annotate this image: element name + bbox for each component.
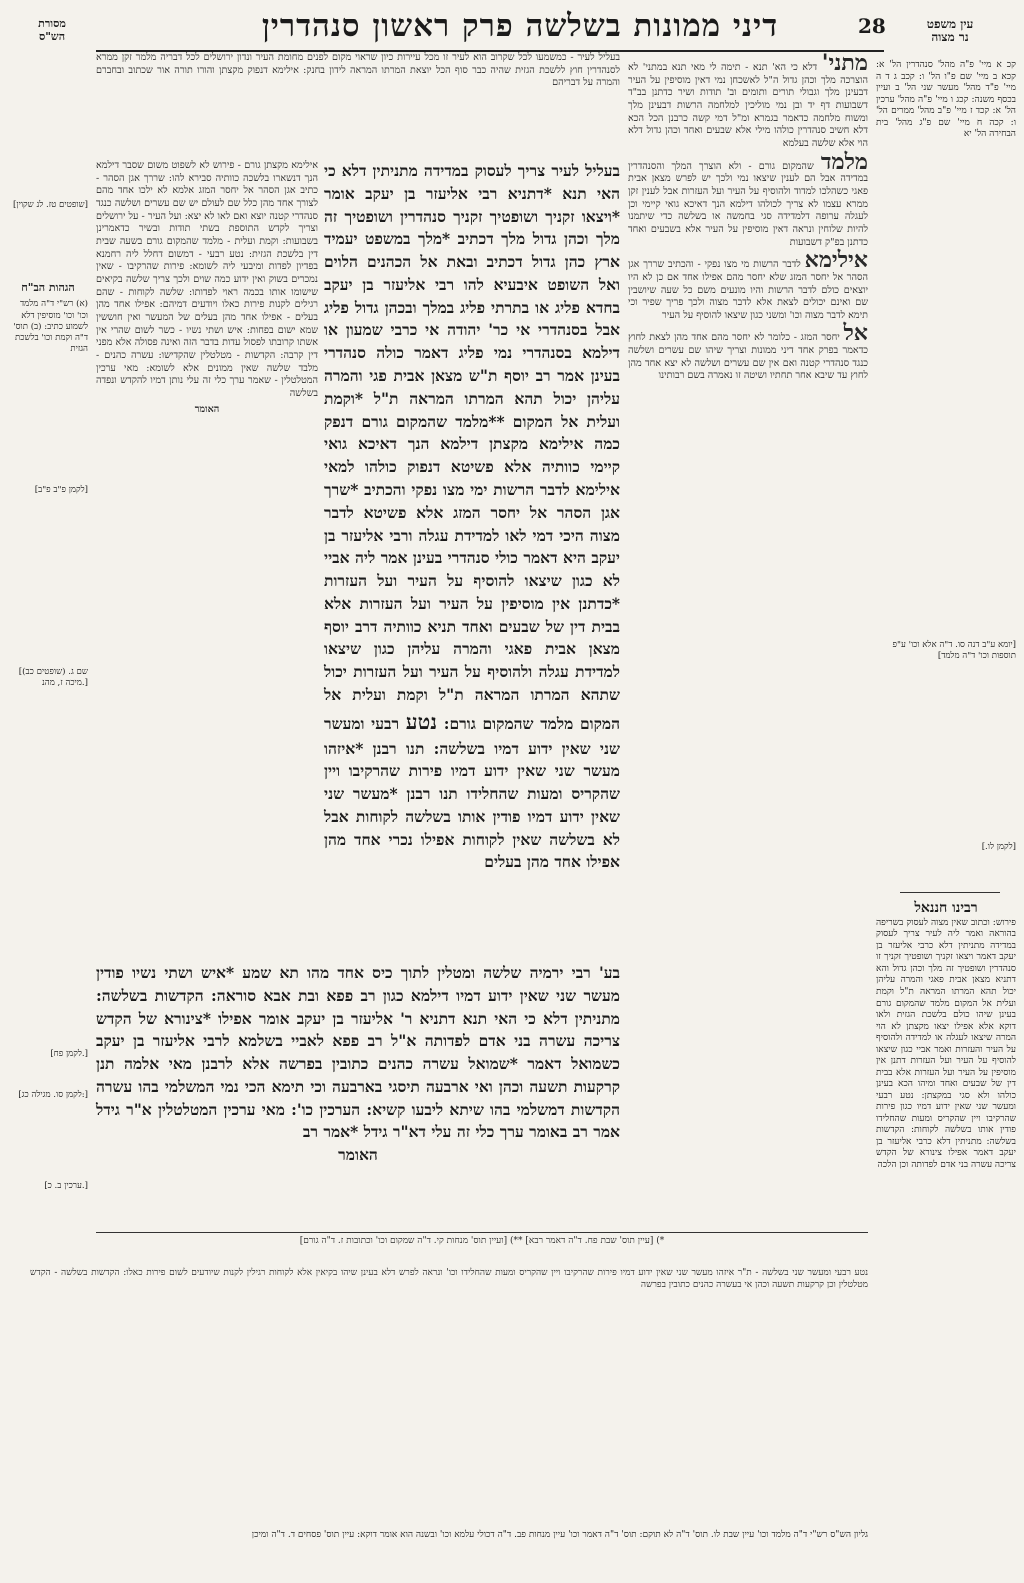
tosafot-closing: האומר [194, 404, 220, 416]
rashi-text-3: לדבר הרשות מי מצו נפקי - והכתיב שררך אגן הסהר אל יחסר המזג שלא יחסר מהם אפילו אחד אם כן לא היו יוצאים כולם לדבר הרשות והיו מונעים משם כל שעה שיושבין שם ואינם יכולים לצאת אלא לדבר מצוה ולכך פריך שפיר וכי תימא לדבר מצוה וכו' ומשני כגון שיצאו להוסיף על העיר [628, 259, 868, 321]
rashi-dh-mishna: מתני' [821, 50, 868, 76]
margin-ref: [יומא ע"ב דנה סו. ד"ה אלא וכו' ע"פ תוספות וכו' ד"ה מלמד] [892, 640, 1016, 662]
gemara-wide-closing: האומר [338, 1145, 378, 1165]
page-title: דיני ממונות בשלשה פרק ראשון סנהדרין [261, 8, 779, 44]
dibbur-hamatchil-neta: נטע [405, 708, 438, 734]
margin-ref: [לקמן פ"ב פ"ב] [34, 485, 88, 496]
margin-ref: [שופטים טז. לנ שקוין] [13, 200, 88, 210]
margin-ref: [לקמן סו. מגילה כג:] [18, 1090, 88, 1101]
tosafot-text: אילימא מקצתן גורם - פירוש לא לשפוט משום שסבר דילמא הנך דנשארו בלשכה כוותיה סבירא להו: שררך אגן הסהר - כתיב אגן הסהר אל יחסר המזג אלמא לא ילכו אחד מהם לצורך אחד מהן כלל שם לעולם יש שם עשרים ושלשה כנגד סנהדרי קטנה יוצא ואם לאו לא יצא: ועל העיר - על ירושלים וצריך לקדש התוספת בשתי תודות ובשיר כדאמרינן בשבועות: וקמת ועלית - מלמד שהמקום גורם בשעה שבית דין בלשכת הגזית: נטע רבעי - דמשום דחלל ליה רחמנא בפדיון לפדות ומיבעי ליה לשומא: פירות שהרקיבו - שאין נמכרים בשוק ואין ידוע כמה שוים ולכך צריך שלשה בקיאים שישומו אותו בכמה ראוי לפדותו: שלשה לקוחות - שהם רגילים לקנות פירות כאלו ויודעים דמיהם: אפילו אחד מהן בעלים - אפילו אחד מהן בעלים של המעשר ואין חוששין שמא ישום בפחות: איש ושתי נשיו - כשר לשום שהרי אין אשתו קרובתו לפסול עדות בדבר הזה ואינה פסולה אלא מפני דין קרבה: הקדשות - מטלטלין שהקדישו: עשרה כהנים - מלבד שלשה שאין ממונים אלא לשומא: מאי ערכין המטלטלין - שאמר ערך כלי זה עלי נותן דמיו להקדש ונפדה בשלשה [96, 160, 318, 399]
gilyon-hashas [30, 1530, 868, 1570]
rabbeinu-chananel-title: רבינו חננאל [914, 900, 978, 916]
ein-mishpat-column [876, 60, 1016, 220]
rashi-column [628, 52, 868, 1232]
rashi-dh-ilaima: אילימא [804, 247, 868, 274]
gemara-wide-text: בע' רבי ירמיה שלשה ומטלין לתוך כיס אחד מהו תא שמע *איש ושתי נשיו פודין מעשר שני שאין ידוע דמיו דילמא כגון רב פפא ובת אבא סוראה: הקדשות בשלשה: מתניתין דלא כי האי תנא דתניא ר' אליעזר בן יעקב אומר אפילו *צינורא של הקדש צריכה עשרה בני אדם לפדותה א"ל רב פפא לאביי בשלמא לרבי אליעזר בן יעקב כשמואל דאמר *שמואל עשרה כהנים כתובין בפרשה אלא לרבנן מאי אלמה תנן קרקעות תשעה וכהן ואי ארבעה תיסגי בארבעה וכי תימא הכי נמי המשלמי בהו עשרה הקדשות דמשלמי בהו שיתא ליבעו קשיא: הערכין כו': מאי ערכין המטלטלין א"ר גידל אמר רב באומר ערך כלי זה עלי דא"ר גידל *אמר רב [96, 963, 620, 1142]
footer-notes-top [96, 1236, 868, 1266]
tosafot-column [96, 160, 318, 960]
gemara-wide-block [96, 962, 620, 1230]
gemara-continuation: רבעי ומעשר שני שאין ידוע דמיו בשלשה: תנו רבנן *איזהו מעשר שני שאין ידוע דמיו פירות שהרקיבו ויין שהקריס ומעות שהחלידו תנו רבנן *מעשר שני שאין ידוע דמיו פודין אותו בשלשה לקוחות אבל לא בשלשה שאין לקוחות אפילו נכרי אחד מהן אפילו אחד מהן בעלים [324, 713, 620, 872]
rashi-dh-melamed: מלמד [820, 148, 868, 175]
footer-commentary [30, 1268, 868, 1518]
rashi-dh-al: אל [843, 320, 868, 347]
right-margin-refs [876, 640, 1016, 900]
page-header [0, 6, 1024, 50]
chananel-divider [900, 892, 1000, 893]
ein-mishpat-label: עין משפט נר מצוה [926, 17, 974, 45]
margin-ref: [ערכין ב. כ.] [44, 1181, 88, 1192]
rabbeinu-chananel-text: פירוש: וכתוב שאין מצוה לעסוק בשריפה בהוראה ואמר ליה לעיר צריך לעסוק במדידה מתניתין דלא כרבי אליעזר בן יעקב דאמר ויצאו זקניך ושופטיך זקניך זו סנהדרין ושופטיך זה מלך וכהן גדול והא דתניא מצאן אבית פאגי והמרה עליהן יכול תהא המרתו המראה ת"ל וקמת ועלית אל המקום מלמד שהמקום גורם בעינן שיהו כולם בלשכת הגזית ולאו דוקא אלא אפילו יצאו מקצתן לא הוי המרה שיצאו לעגלה או למדידה ולהוסיף על העיר והעזרות ואמר אביי כגון שיצאו להוסיף על העיר ועל העזרות דתנן אין מוסיפין על העיר ועל העזרות אלא בבית דין של שבעים ואחד ומיהו הכא בעינן כולהו ולא סגי במקצתן: נטע רבעי ומעשר שני שאין ידוע דמיו כגון פירות שהרקיבו ויין שהקריס ומעות שהחלידו פודין אותו בשלשה לקוחות: הקדשות בשלשה: מתניתין דלא כרבי אליעזר בן יעקב דאמר אפילו צינורא של הקדש צריכה עשרה בני אדם לפדותה וכן הלכה [876, 917, 1016, 1170]
margin-ref: [לקמן פח.] [50, 1048, 88, 1059]
footer-divider [96, 1232, 868, 1233]
margin-ref: [לקמן לו.] [981, 842, 1016, 853]
tosafot-intro: בעליל לעיר - כמשמעו לכל שקרוב הוא לעיר זו מכל עיירות כיון שראוי מקום לפנים מחומת העיר ונדון ירושלים לכל דבריה מלמר זקן ממרא לסנהדרין חוץ ללשכת הגזית שהיה כבר סוף הכל יוצאת המרתו המראה לידון בחנק: אילימא דנפוק מקצתן והורו תורה אור שכתוב ובחברם והמרה על דבריהם [96, 52, 620, 89]
masoret-hashas-column [8, 60, 88, 1192]
gemara-main-column [324, 160, 620, 960]
gemara-opening: בעליל לעיר צריך לעסוק במדידה מתניתין דלא כי האי תנא *דתניא רבי אליעזר בן יעקב אומר *ויצאו זקניך ושופטיך זקניך סנהדרין ושופטיך זה מלך וכהן גדול מלך דכתיב *מלך במשפט יעמיד ארץ כהן גדול דכתיב ובאת אל הכהנים הלוים ואל השופט איבעיא להו רבי אליעזר בן יעקב בחדא פליג או בתרתי פליג במלך ובכהן גדול פליג אבל בסנהדרי אי כר' יהודה אי כרבי שמעון או דילמא בסנהדרי נמי פליג דאמר כולה סנהדרי בעינן אמר רב יוסף ת"ש מצאן אבית פגי והמרה עליהן יכול תהא המרתו המראה ת"ל *וקמת ועלית אל המקום **מלמד שהמקום גורם דנפק כמה אילימא מקצתן דילמא הנך דאיכא גואי קיימי כוותיה אלא פשיטא דנפוק כולהו למאי אילימא לדבר הרשות ימי מצו נפקי והכתיב *שרך אגן הסהר אל יחסר המזג אלא פשיטא לדבר מצוה היכי דמי לאו למדידת עגלה ורבי אליעזר בן יעקב היא דאמר כולי סנהדרי בעינן אמר ליה אביי לא כגון שיצאו להוסיף על העיר ועל העזרות *כדתנן אין מוסיפין על העיר ועל העזרות אלא בבית דין של שבעים ואחד תניא כוותיה דרב יוסף מצאן אבית פאגי והמרה עליהן כגון שיצאו למדידת עגלה ולהוסיף על העיר ועל העזרות יכול שתהא המרתו המראה ת"ל וקמת ועלית אל המקום מלמד שהמקום גורם: [324, 161, 620, 733]
footer-line-1: נטע רבעי ומעשר שני בשלשה - ת"ר איזהו מעשר שני שאין ידוע דמיו פירות שהרקיבו ויין שהקריס ומעות שהחלידו וכו' ונראה לפרש דלא בעינן שיהו בקיאין אלא לקוחות רגילין לקנות שיודעים לשום פירות כאלו: הקדשות בשלשה - הקדש מטלטלין וכן קרקעות תשעה וכהן אי בעשרה כהנים כתובין בפרשה [30, 1268, 868, 1290]
gilyon-hashas-text: גליון הש"ס רש"י ד"ה מלמד וכו' עיין שבת לו. תוס' ד"ה לא תוקם: תוס' ד"ה דאמר וכו' עיין מנחות פב. ד"ה דכולי עלמא וכו' ובשנה הוא אומר דוקא: עיין תוס' פסחים ד. ד"ה ומיכן [251, 1530, 868, 1540]
hagahot-text: (א) רש"י ד"ה מלמד וכו' וכו' מוסיפין דלא לשמוע כתיב: (ב) תוס' ד"ה וקמת וכו' בלשכת הגזית [13, 299, 88, 355]
footer-asterisk-notes: *) [עיין תוס' שבת פח. ד"ה דאמר רבא] **) [ועיין תוס' מנחות קי. ד"ה שמקום וכו' וכתובות ז. ד"ה גורם] [299, 1236, 665, 1246]
rashi-text-2: שהמקום גורם - ולא הוצרך המלך והסנהדרין במדידה אבל הם לענין שיצאו נמי ולכך יש לפרש מצאן אבית פאגי כשהלכו למדוד ולהוסיף על העיר ועל העזרות אבל לענין זקן ממרא עצמו לא צריך לכולהו דילמא הנך דאיכא גואי קיימי וכן לעגלה ערופה דלמדידה סגי בחמשה או בשלשה כדי שיתמנו להיות שלוחין ונראה דאין מוסיפין על העיר אלא בשבעים ואחד כדתנן בפ"ק דשבועות [628, 160, 868, 248]
rabbeinu-chananel-column [876, 900, 1016, 1500]
ein-mishpat-text: קכ א מיי' פ"ה מהל' סנהדרין הל' א: קכא ב מיי' שם פ"ו הל' ו: קכב ג ד ה מיי' פ"ד מהל' מעשר שני הל' ב ועיין בכסף משנה: קכג ו מיי' פ"ה מהל' ערכין הל' א: קכד ז מיי' פ"ב מהל' ממרים הל' ו: קכה ח מיי' שם פ"ג מהל' בית הבחירה הל' יא [876, 60, 1016, 140]
masoret-hashas-label: מסורת הש"ס [38, 17, 66, 43]
margin-ref: [שם ג. (שופטים כב) מיכה ז, מהנ.] [18, 666, 88, 688]
rashi-text-4: יחסר המזג - כלומר לא יחסר מהם אחד מהן לצאת לחוץ כדאמר בפרק אחד דיני ממונות וצריך שיהו שם עשרים ושלשה כנגד סנהדרי קטנה ואם אין שם עשרים ושלשה לא יצא אחד מהן לחוץ עד שיבא אחר תחתיו ושיטה זו נאמרה בשם רבותינו [628, 332, 868, 382]
hagahot-title: הגהות הב"ח [21, 281, 75, 295]
tosafot-top-block [96, 52, 620, 160]
page-number: 28 [858, 14, 886, 38]
rashi-text-1: דלא כי הא' תנא - תימה לי מאי תנא במתני' לא הוצרכה מלך וכהן גדול ה"ל לאשכחן נמי דאין מוסיפין על העיר דבעינן מלך וגבולי תורים ותומים וב' תודות ושיר כדתנן בב"ד דשבועות דף יד ובן נמי מוליכין למלחמה הרשות דבעינן מלך ומשוח מלחמה כדאמר בגמרא ומ"ל דמי קשה כרבנן הכל הכא דלא חשיב סנהדרין כולהו מילי אלא שבעים ואחד וכהן גדול דלא הוי אלא שלשה בעלמא [628, 62, 868, 149]
